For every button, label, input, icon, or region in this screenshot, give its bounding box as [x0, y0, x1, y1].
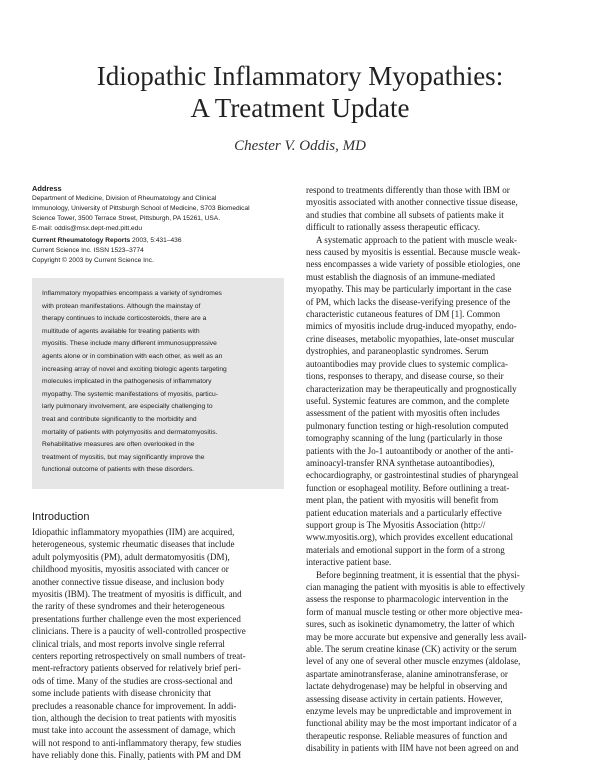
body-line: assessing disease activity in certain patients. However, [306, 693, 503, 704]
address-block [32, 184, 288, 266]
body-line: another connective tissue disease, and inclusion body [32, 576, 225, 587]
abstract-line: myositis. These include many different immunosuppressive [42, 340, 217, 348]
body-line: centers reporting retrospectively on small numbers of treat- [32, 650, 246, 661]
body-line: myopathy. This may be particularly important in the case [306, 284, 512, 295]
body-line: therapeutic response. Reliable measures of function and [306, 730, 508, 741]
body-line: myositis associated with another connective tissue disease, [306, 197, 518, 208]
abstract-line: treat and contribute significantly to the morbidity and [42, 415, 197, 423]
body-line: ods of time. Many of the studies are cross-sectional and [32, 675, 233, 686]
introduction-heading: Introduction [32, 510, 90, 523]
body-line: clinical trials, and most reports involve single referral [32, 638, 225, 649]
abstract-line: larly pulmonary involvement, are especially challenging to [42, 403, 213, 411]
journal-name: Current Rheumatology Reports [32, 237, 131, 244]
address-line: Science Tower, 3500 Terrace Street, Pittsburgh, PA 15261, USA. [32, 215, 221, 222]
body-line: sures, such as isokinetic dynamometry, the latter of which [306, 619, 515, 630]
body-line: ment plan, the patient with myositis will benefit from [306, 495, 499, 506]
body-line: aminoacyl-transfer RNA synthetase autoantibodies), [306, 457, 495, 468]
body-line: of PM, which lacks the disease-verifying presence of the [306, 296, 511, 307]
body-line: patient education materials and a particularly effective [306, 507, 502, 518]
body-line: functional ability may be the most important indicator of a [306, 718, 517, 729]
title-block [40, 60, 560, 155]
body-line: respond to treatments differently than those with IBM or [306, 185, 510, 195]
body-line: difficult to rationally assess therapeutic efficacy. [306, 222, 481, 233]
left-column [32, 184, 288, 762]
abstract-line: Rehabilitative measures are often overlooked in the [42, 441, 195, 449]
paragraph-2 [306, 234, 570, 569]
body-line: have reliably done this. Finally, patients with PM and DM [32, 750, 242, 761]
body-line: assess the response to pharmacologic intervention in the [306, 594, 509, 605]
body-line: must take into account the assessment of damage, which [32, 725, 236, 736]
body-line: useful. Systemic features are common, and the complete [306, 395, 510, 406]
body-line: heterogeneous, systemic rheumatic diseases that include [32, 539, 235, 550]
body-line: aspartate aminotransferase, alanine aminotransferase, or [306, 668, 508, 679]
body-line: adult polymyositis (PM), adult dermatomyositis (DM), [32, 551, 230, 562]
body-line: characteristic cutaneous features of DM [1]. Common [306, 309, 501, 320]
address-line: Department of Medicine, Division of Rheumatology and Clinical [32, 195, 217, 202]
abstract-line: therapy continues to include corticosteroids, there are a [42, 315, 207, 323]
abstract-line: myopathy. The systemic manifestations of myositis, particu- [42, 390, 218, 398]
article-title-line-2: A Treatment Update [190, 93, 410, 123]
body-line: precludes a reasonable chance for improvement. In addi- [32, 700, 237, 711]
body-line: and studies that combine all subsets of patients make it [306, 209, 504, 220]
copyright-line: Copyright © 2003 by Current Science Inc. [32, 257, 154, 264]
author-name: Chester V. Oddis, MD [234, 138, 366, 154]
abstract-line: agents alone or in combination with each other, as well as an [42, 352, 223, 360]
issn-line: Current Science Inc. ISSN 1523–3774 [32, 247, 144, 254]
body-line: ness caused by myositis is essential. Because muscle weak- [306, 247, 521, 258]
body-line: crine diseases, metabolic myopathies, late-onset muscular [306, 333, 515, 344]
abstract-line: molecules implicated in the pathogenesis of inflammatory [42, 378, 212, 386]
body-line: support group is The Myositis Association (http:// [306, 519, 486, 530]
body-line: some include patients with disease chronicity that [32, 688, 211, 699]
address-line: Immunology, University of Pittsburgh School of Medicine, S703 Biomedical [32, 205, 250, 212]
body-line: pulmonary function testing or high-resolution computed [306, 420, 509, 431]
body-line: level of any one of several other muscle enzymes (aldolase, [306, 656, 521, 667]
body-line: cian managing the patient with myositis is able to effectively [306, 582, 526, 592]
body-line: patients with the Jo-1 autoantibody or another of the anti- [306, 445, 514, 456]
paragraph-1 [306, 184, 570, 234]
body-line: ness encompasses a wide variety of possible etiologies, one [306, 259, 521, 270]
abstract-line: functional outcome of patients with these disorders. [42, 466, 195, 474]
body-line: may be more accurate but expensive and generally less avail- [306, 631, 527, 642]
body-line: tions, responses to therapy, and disease course, so their [306, 371, 504, 382]
introduction-paragraph [32, 526, 288, 762]
body-line: A systematic approach to the patient with muscle weak- [316, 234, 517, 245]
journal-citation [32, 236, 288, 246]
address-label: Address [32, 184, 62, 193]
body-line: must establish the diagnosis of an immune-mediated [306, 271, 495, 282]
abstract-line: mortality of patients with polymyositis and dermatomyositis. [42, 428, 218, 436]
abstract-line: increasing array of novel and exciting biologic agents targeting [42, 365, 227, 373]
body-line: assessment of the patient with myositis often includes [306, 408, 500, 419]
body-line: lactate dehydrogenase) may be helpful in observing and [306, 681, 508, 692]
right-column [306, 184, 570, 755]
body-line: Idiopathic inflammatory myopathies (IIM) are acquired, [32, 526, 235, 537]
body-line: www.myositis.org), which provides excellent educational [306, 532, 513, 543]
body-line: function or esophageal motility. Before outlining a treat- [306, 482, 510, 493]
abstract-line: multitude of agents available for treating patients with [42, 327, 200, 335]
body-line: tion, although the decision to treat patients with myositis [32, 713, 237, 723]
body-line: tomography scanning of the lung (particularly in those [306, 433, 503, 444]
body-line: form of manual muscle testing or other more objective mea- [306, 606, 523, 617]
abstract-box [32, 278, 284, 489]
body-line: clinicians. There is a paucity of well-controlled prospective [32, 626, 246, 637]
body-line: disability in patients with IIM have not been agreed on and [306, 743, 519, 754]
body-line: the rarity of these syndromes and their heterogeneous [32, 601, 225, 612]
body-line: able. The serum creatine kinase (CK) activity or the serum [306, 644, 517, 655]
body-line: presentations further challenge even the most experienced [32, 613, 241, 624]
abstract-line: with protean manifestations. Although the mainstay of [42, 302, 201, 310]
body-line: will not respond to anti-inflammatory therapy, few studies [32, 737, 242, 748]
body-line: ment-refractory patients observed for relatively brief peri- [32, 663, 241, 674]
body-line: materials and emotional support in the form of a strong [306, 544, 505, 555]
body-line: dystrophies, and paraneoplastic syndromes. Serum [306, 346, 489, 357]
body-line: mimics of myositis include drug-induced myopathy, endo- [306, 321, 517, 332]
email-line: E-mail: oddis@msx.dept-med.pitt.edu [32, 225, 143, 232]
body-line: childhood myositis, myositis associated with cancer or [32, 564, 229, 575]
paragraph-3 [306, 569, 570, 755]
abstract-line: Inflammatory myopathies encompass a variety of syndromes [42, 290, 222, 297]
abstract-line: treatment of myositis, but may significantly improve the [42, 453, 205, 461]
article-title-line-1: Idiopathic Inflammatory Myopathies: [96, 61, 504, 91]
body-line: autoantibodies may provide clues to systemic complica- [306, 358, 508, 369]
body-line: interactive patient base. [306, 557, 392, 568]
body-line: enzyme levels may be unpredictable and improvement in [306, 706, 512, 717]
body-line: Before beginning treatment, it is essential that the physi- [316, 569, 520, 580]
body-line: echocardiography, or gastrointestinal studies of pharyngeal [306, 470, 519, 481]
journal-volume: 2003, 5:431–436 [130, 237, 182, 244]
body-line: myositis (IBM). The treatment of myositis is difficult, and [32, 588, 242, 599]
body-line: characterization may be therapeutically and prognostically [306, 383, 517, 394]
